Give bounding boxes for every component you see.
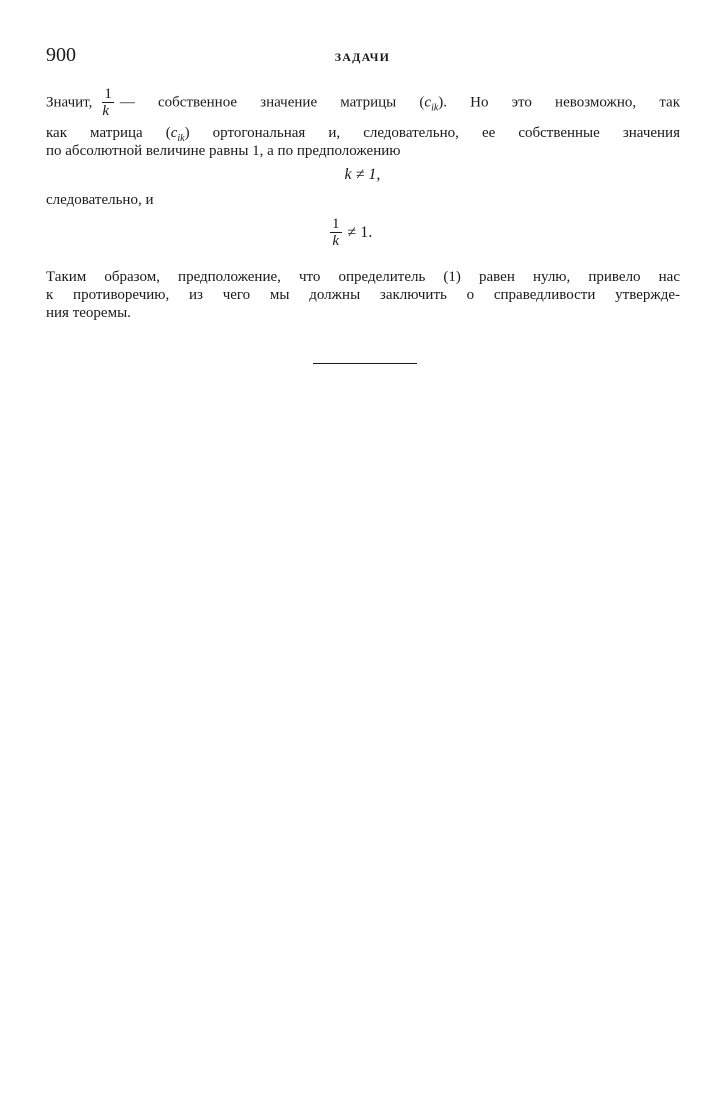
matrix-subscript: ik	[431, 102, 439, 114]
connector-text: следовательно, и	[46, 192, 154, 208]
paragraph1-line3: по абсолютной величине равны 1, а по предположению	[46, 143, 401, 159]
text: ) ортогональная и, следовательно, ее собственные значения	[184, 125, 680, 141]
equation-text: k ≠ 1,	[344, 166, 381, 183]
equation-1-over-k-not-1	[330, 216, 372, 250]
paragraph2-line3: ния теоремы.	[46, 305, 131, 321]
equation-k-not-1	[0, 166, 725, 184]
fraction-numerator: 1	[104, 86, 112, 102]
matrix-subscript: ik	[177, 133, 185, 144]
paragraph2-line2: к противоречию, из чего мы должны заключить о справедливости утвержде-	[46, 287, 680, 303]
fraction-one-over-k	[330, 216, 342, 250]
fraction-one-over-k	[102, 86, 114, 120]
running-title: ЗАДАЧИ	[334, 50, 391, 64]
section-end-rule	[313, 363, 417, 364]
page-number: 900	[46, 44, 76, 66]
paragraph1-line1	[46, 86, 680, 120]
text: ). Но это невозможно, так	[438, 94, 680, 111]
fraction-denominator: k	[332, 233, 340, 249]
fraction-numerator: 1	[332, 216, 340, 232]
text: — собственное значение матрицы (	[119, 94, 425, 111]
paragraph2-line1: Таким образом, предположение, что определитель (1) равен нулю, привело нас	[46, 269, 680, 285]
fraction-denominator: k	[102, 103, 110, 119]
text: Значит,	[46, 94, 93, 111]
text: как матрица (	[46, 125, 171, 141]
matrix-symbol: c	[424, 94, 432, 111]
equation-rest: ≠ 1.	[347, 224, 373, 241]
paragraph1-line2	[46, 125, 680, 144]
matrix-symbol: c	[170, 125, 178, 141]
